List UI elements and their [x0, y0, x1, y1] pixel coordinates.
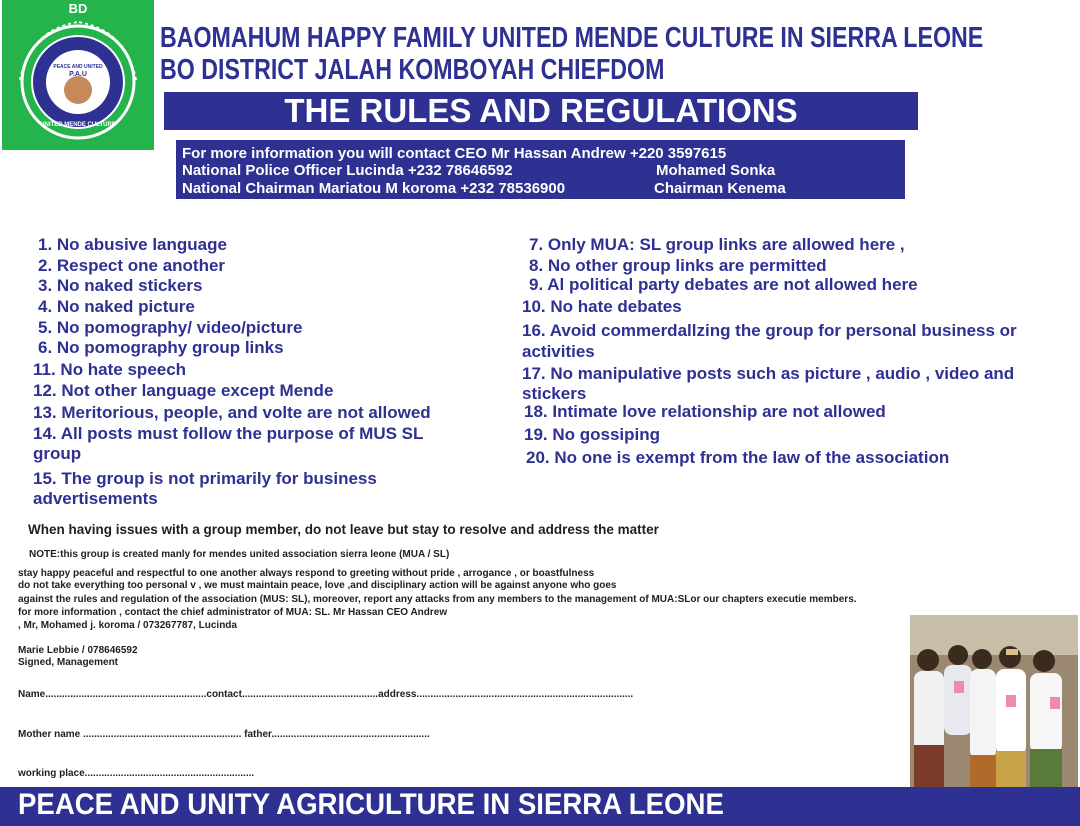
rule-item: 7. Only MUA: SL group links are allowed here , — [529, 235, 905, 254]
rule-item: 17. No manipulative posts such as picture , audio , video and — [522, 364, 1015, 383]
body-line: for more information , contact the chief administrator of MUA: SL. Mr Hassan CEO Andrew — [18, 607, 448, 618]
rule-item: 9. Al political party debates are not allowed here — [529, 275, 918, 294]
rule-item: 12. Not other language except Mende — [33, 381, 334, 400]
rule-item-continued: stickers — [522, 384, 587, 403]
rule-item: 16. Avoid commerdallzing the group for personal business or — [522, 321, 1017, 340]
rule-item: 3. No naked stickers — [38, 276, 203, 295]
contact-box — [176, 140, 905, 199]
issues-statement: When having issues with a group member, do not leave but stay to resolve and address the matter — [28, 522, 659, 537]
seal-text: PEACE AND UNITED — [53, 64, 103, 70]
rule-item: 20. No one is exempt from the law of the association — [526, 448, 950, 467]
note-text: NOTE:this group is created manly for mendes united association sierra leone (MUA / SL) — [29, 549, 450, 560]
body-line: against the rules and regulation of the association (MUS: SL), moreover, report any attacks from any members to the management of MUA:SLor our chapters executie members. — [18, 594, 857, 605]
rule-item: 8. No other group links are permitted — [529, 256, 827, 275]
contact-line-police: National Police Officer Lucinda +232 78646592 — [182, 162, 513, 179]
rule-item: 15. The group is not primarily for business — [33, 469, 377, 488]
rule-item: 6. No pomography group links — [38, 338, 284, 357]
rule-item: 1. No abusive language — [38, 235, 227, 254]
rule-item-continued: activities — [522, 342, 595, 361]
contact-line-sonka: Mohamed Sonka — [656, 162, 776, 179]
header-title: BAOMAHUM HAPPY FAMILY UNITED MENDE CULTURE IN SIERRA LEONE — [160, 22, 984, 54]
rule-item-continued: group — [33, 444, 82, 463]
form-mother-father: Mother name ......................................................... father......................................................... — [18, 729, 430, 740]
body-line: do not take everything too personal v , we must maintain peace, love ,and disciplinary action will be against anyone who goes — [18, 580, 617, 591]
contact-line-ceo: For more information you will contact CEO Mr Hassan Andrew +220 3597615 — [182, 145, 727, 162]
group-photo — [910, 615, 1078, 787]
footer-slogan: PEACE AND UNITY AGRICULTURE IN SIERRA LEONE — [18, 788, 724, 821]
rule-item-continued: advertisements — [33, 489, 158, 508]
rule-item: 18. Intimate love relationship are not allowed — [524, 402, 886, 421]
rule-item: 4. No naked picture — [38, 297, 195, 316]
logo-top-text: BD — [68, 1, 88, 16]
rule-item: 2. Respect one another — [38, 256, 226, 275]
group-photo-illustration — [910, 615, 1078, 787]
form-working-place: working place............................................................. — [18, 768, 255, 779]
seal-ring-text: UNITED MENDE CULTURE — [40, 122, 116, 128]
header-subtitle: BO DISTRICT JALAH KOMBOYAH CHIEFDOM — [160, 54, 665, 86]
rule-item: 10. No hate debates — [522, 297, 682, 316]
form-name-contact-address: Name..........................................................contact.................................................address.............................................................................. — [18, 689, 634, 700]
logo-panel — [2, 0, 154, 150]
signature-label: Signed, Management — [18, 657, 119, 668]
rule-item: 19. No gossiping — [524, 425, 661, 444]
rules-banner: THE RULES AND REGULATIONS — [164, 92, 918, 130]
body-line: stay happy peaceful and respectful to one another always respond to greeting without pride , arrogance , or boastfulness — [18, 568, 595, 579]
seal-abbrev: P.A.U — [69, 71, 87, 78]
signature-contact: Marie Lebbie / 078646592 — [18, 645, 138, 656]
rule-item: 13. Meritorious, people, and volte are not allowed — [33, 403, 431, 422]
association-seal-logo — [10, 10, 146, 146]
body-line: , Mr, Mohamed j. koroma / 073267787, Lucinda — [18, 620, 237, 631]
contact-line-kenema: Chairman Kenema — [654, 180, 786, 197]
rule-item: 5. No pomography/ video/picture — [38, 318, 303, 337]
rule-item: 11. No hate speech — [33, 360, 187, 379]
contact-line-chairman: National Chairman Mariatou M koroma +232 78536900 — [182, 180, 566, 197]
rule-item: 14. All posts must follow the purpose of MUS SL — [33, 424, 424, 443]
